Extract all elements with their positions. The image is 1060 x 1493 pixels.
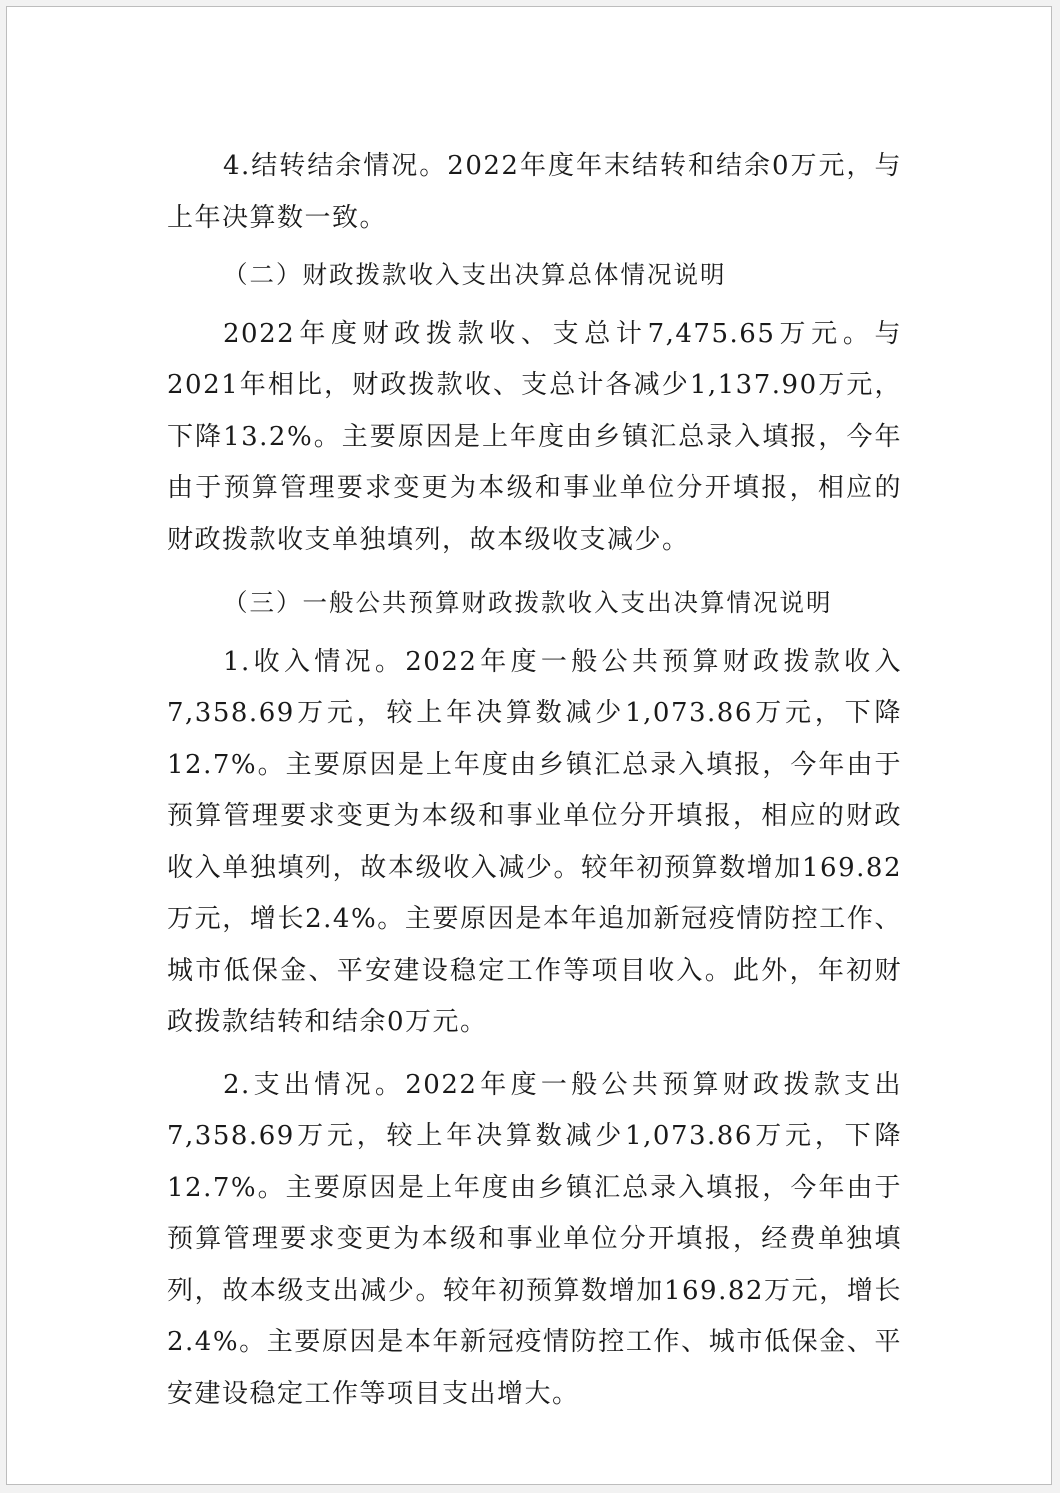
section-heading-general-public-budget: （三）一般公共预算财政拨款收入支出决算情况说明: [223, 588, 833, 617]
paragraph-income-situation: 1.收入情况。2022年度一般公共预算财政拨款收入7,358.69万元，较上年决算数减少1,073.86万元，下降12.7%。主要原因是上年度由乡镇汇总录入填报，今年由于预算管理要求变更为本级和事业单位分开填报，相应的财政收入单独填列，故本级收入减少。较年初预算数增加169.82万元，增长2.4%。主要原因是本年追加新冠疫情防控工作、城市低保金、平安建设稳定工作等项目收入。此外，年初财政拨款结转和结余0万元。: [167, 646, 902, 1037]
document-page: [6, 6, 1052, 1485]
section-heading-fiscal-appropriation-overview: （二）财政拨款收入支出决算总体情况说明: [223, 260, 727, 289]
paragraph-fiscal-appropriation-total: 2022年度财政拨款收、支总计7,475.65万元。与2021年相比，财政拨款收、支总计各减少1,137.90万元，下降13.2%。主要原因是上年度由乡镇汇总录入填报，今年由于预算管理要求变更为本级和事业单位分开填报，相应的财政拨款收支单独填列，故本级收支减少。: [167, 318, 902, 555]
paragraph-carryover-balance: 4.结转结余情况。2022年度年末结转和结余0万元，与上年决算数一致。: [167, 151, 902, 233]
paragraph-expenditure-situation: 2.支出情况。2022年度一般公共预算财政拨款支出7,358.69万元，较上年决算数减少1,073.86万元，下降12.7%。主要原因是上年度由乡镇汇总录入填报，今年由于预算管理要求变更为本级和事业单位分开填报，经费单独填列，故本级支出减少。较年初预算数增加169.82万元，增长2.4%。主要原因是本年新冠疫情防控工作、城市低保金、平安建设稳定工作等项目支出增大。: [167, 1069, 902, 1409]
document-body: [167, 141, 902, 1425]
